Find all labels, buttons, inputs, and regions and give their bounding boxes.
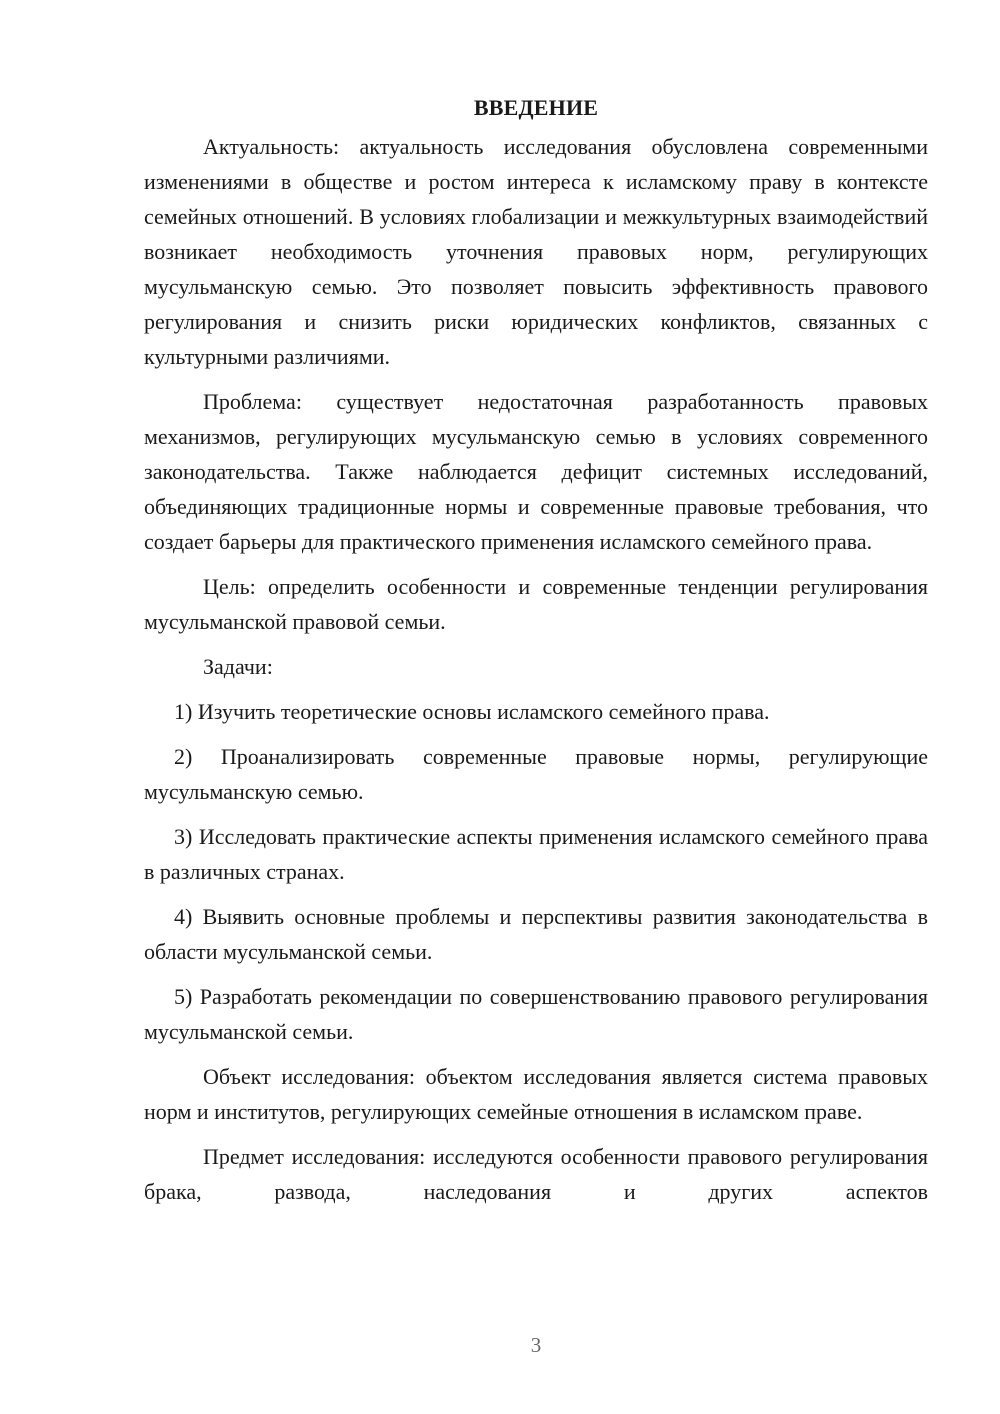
paragraph-goal: Цель: определить особенности и современные тенденции регулирования мусульманской правовой семьи. bbox=[144, 574, 928, 634]
section-heading: ВВЕДЕНИЕ bbox=[473, 95, 599, 120]
task-item: 1) Изучить теоретические основы исламского семейного права. bbox=[174, 699, 770, 724]
task-item: 4) Выявить основные проблемы и перспективы развития законодательства в области мусульманской семьи. bbox=[144, 904, 928, 964]
tasks-label: Задачи: bbox=[203, 654, 273, 679]
page-number: 3 bbox=[530, 1333, 542, 1357]
paragraph-object: Объект исследования: объектом исследования является система правовых норм и институтов, регулирующих семейные отношения в исламском праве. bbox=[144, 1064, 928, 1124]
task-item: 3) Исследовать практические аспекты применения исламского семейного права в различных странах. bbox=[144, 824, 928, 884]
paragraph-problem: Проблема: существует недостаточная разработанность правовых механизмов, регулирующих мусульманскую семью в условиях современного законодательства. Также наблюдается дефицит системных исследований, объединяющих традиционные нормы и современные правовые требования, что создает барьеры для практического применения исламского семейного права. bbox=[144, 389, 928, 554]
task-item: 2) Проанализировать современные правовые нормы, регулирующие мусульманскую семью. bbox=[144, 744, 928, 804]
tasks-list bbox=[144, 694, 928, 1049]
paragraph-relevance: Актуальность: актуальность исследования обусловлена современными изменениями в обществе и ростом интереса к исламскому праву в контексте семейных отношений. В условиях глобализации и межкультурных взаимодействий возникает необходимость уточнения правовых норм, регулирующих мусульманскую семью. Это позволяет повысить эффективность правового регулирования и снизить риски юридических конфликтов, связанных с культурными различиями. bbox=[144, 134, 928, 369]
paragraph-subject: Предмет исследования: исследуются особенности правового регулирования брака, развода, наследования и других аспектов bbox=[144, 1144, 928, 1204]
task-item: 5) Разработать рекомендации по совершенствованию правового регулирования мусульманской семьи. bbox=[144, 984, 928, 1044]
document-page bbox=[144, 90, 928, 1209]
